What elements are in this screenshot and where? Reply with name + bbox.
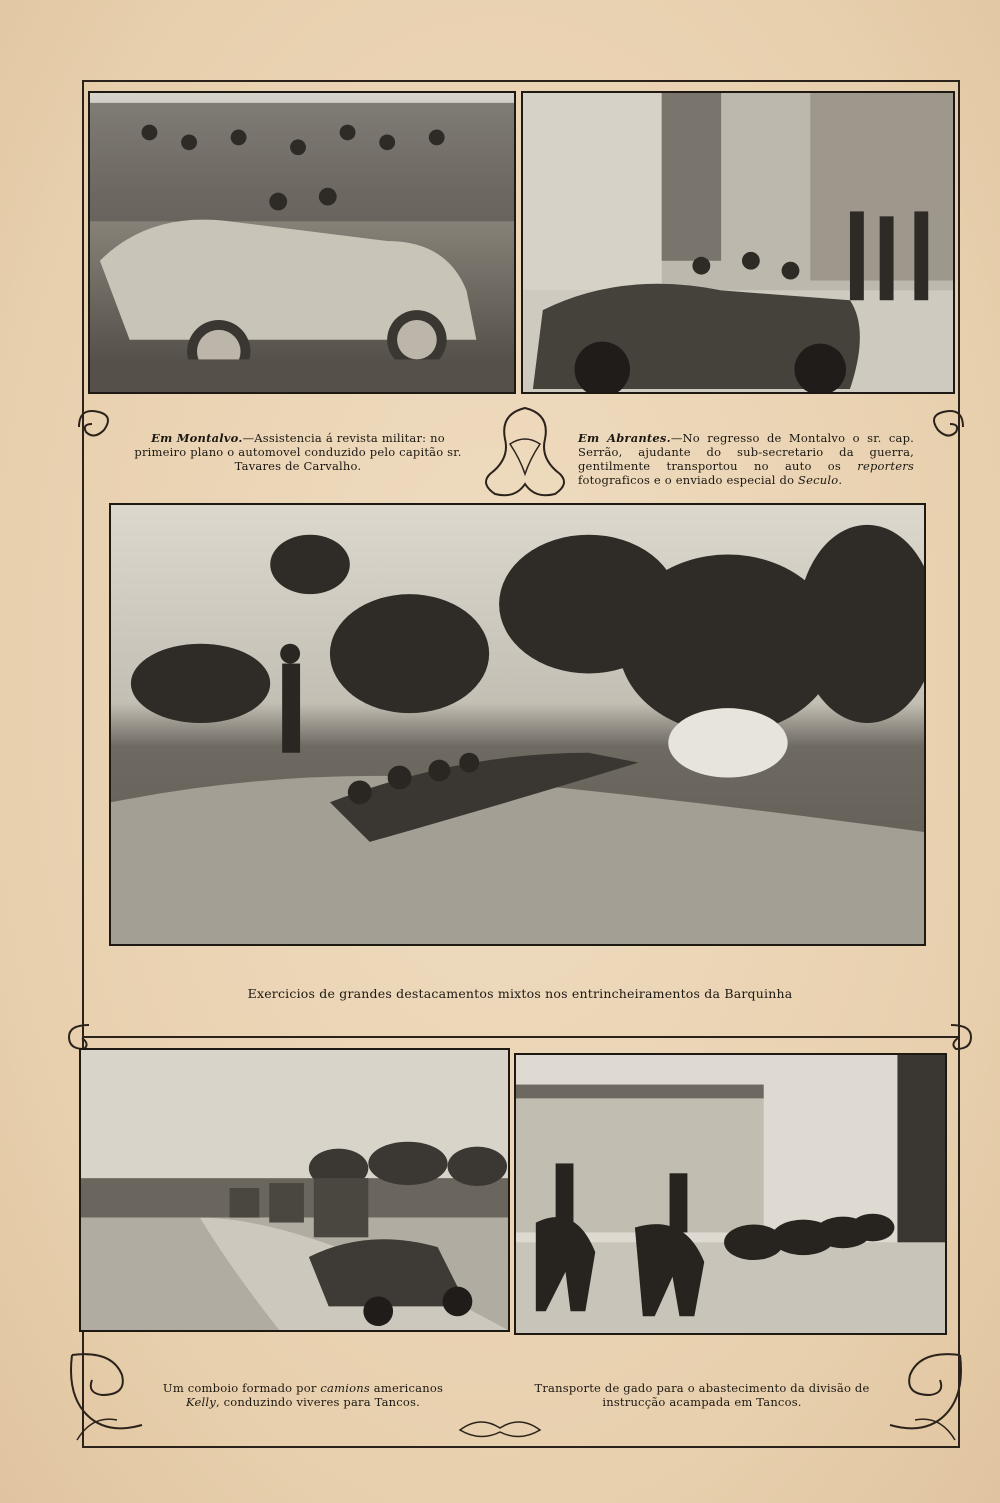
caption-abrantes-text-1: —No regresso de Montalvo o sr. cap. Serrão, ajudante do sub-secretario da guerra, gentilmente transportou no auto os	[578, 431, 914, 473]
caption-abrantes-italic-2: Seculo	[798, 473, 839, 487]
bottom-center-flourish-icon	[455, 1410, 545, 1446]
caption-montalvo-text: —Assistencia á revista militar: no primeiro plano o automovel conduzido pelo capitão sr. Tavares de Carvalho.	[134, 431, 462, 473]
center-flourish-icon	[470, 404, 580, 500]
caption-abrantes-text-2: fotograficos e o enviado especial do	[578, 473, 799, 487]
flourish-left-icon	[74, 402, 134, 442]
section-divider	[82, 1036, 960, 1038]
caption-abrantes-lead: Em Abrantes.	[578, 431, 671, 445]
caption-comboio-italic-2: Kelly	[185, 1395, 216, 1409]
caption-abrantes-italic-1: reporters	[857, 459, 914, 473]
caption-montalvo	[130, 431, 466, 473]
caption-montalvo-lead: Em Montalvo.	[151, 431, 243, 445]
caption-comboio	[148, 1381, 458, 1409]
bottom-left-flourish-icon	[62, 1345, 152, 1445]
caption-gado-text: Transporte de gado para o abastecimento da divisão de instrucção acampada em Tancos.	[534, 1381, 870, 1409]
caption-gado	[532, 1381, 872, 1409]
divider-right-icon	[946, 1020, 976, 1054]
caption-comboio-text-3: , conduzindo viveres para Tancos.	[215, 1395, 420, 1409]
photo-montalvo	[88, 91, 516, 394]
photo-gado	[514, 1053, 947, 1335]
photo-abrantes	[521, 91, 955, 394]
flourish-right-icon	[908, 402, 968, 442]
caption-barquinha-text: Exercicios de grandes destacamentos mixtos nos entrincheiramentos da Barquinha	[247, 986, 793, 1001]
photo-barquinha	[109, 503, 926, 946]
photo-comboio	[79, 1048, 510, 1332]
caption-abrantes	[578, 431, 914, 487]
caption-comboio-text-1: Um comboio formado por	[162, 1381, 321, 1395]
caption-abrantes-text-3: .	[838, 473, 843, 487]
caption-comboio-text-2: americanos	[369, 1381, 444, 1395]
caption-comboio-italic-1: camions	[320, 1381, 370, 1395]
bottom-right-flourish-icon	[880, 1345, 970, 1445]
caption-barquinha	[120, 987, 920, 1001]
